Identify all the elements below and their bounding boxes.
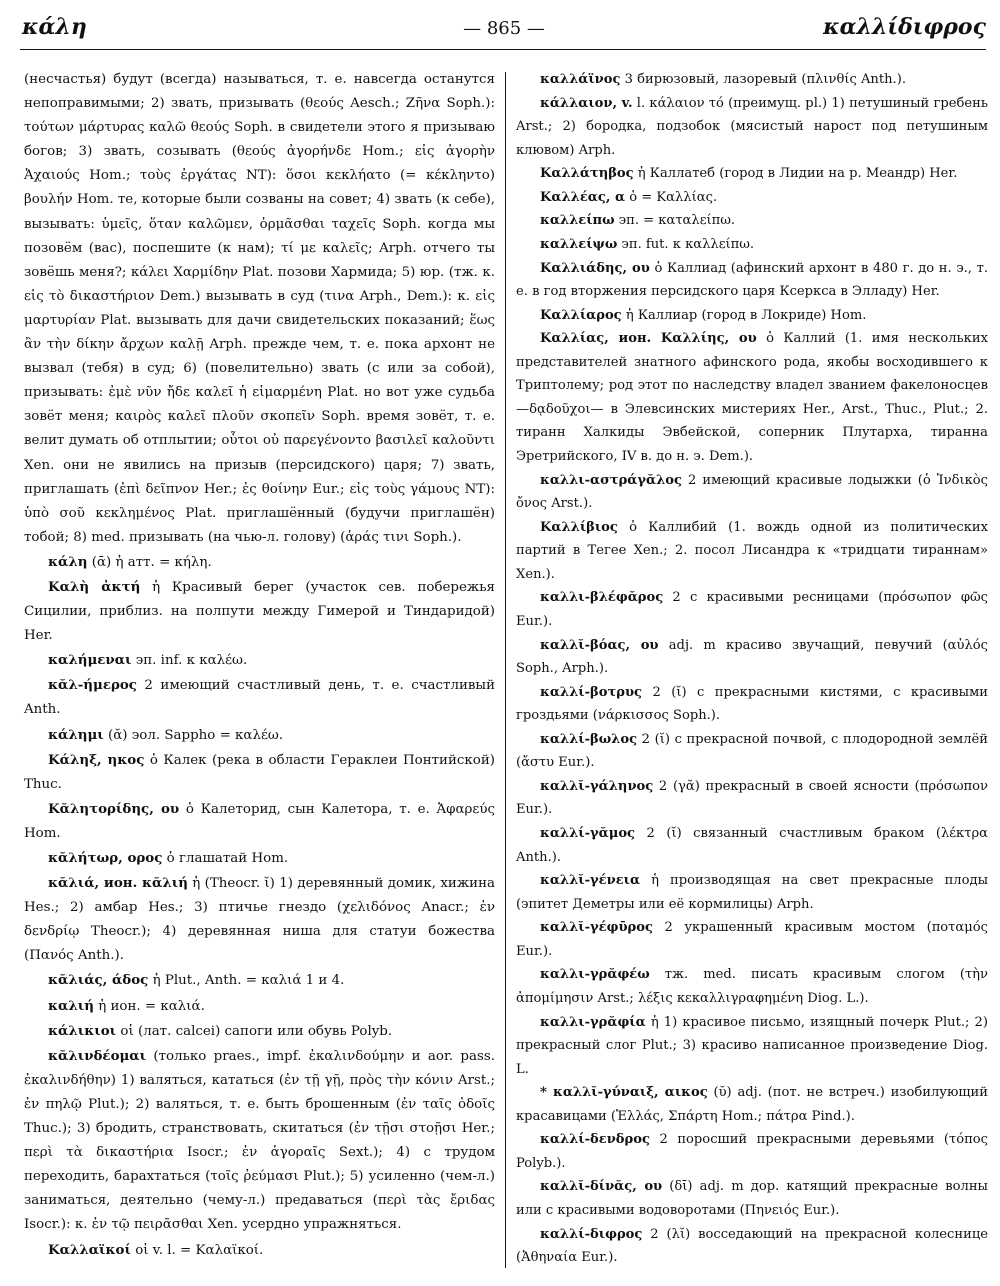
- dictionary-entry: κάλλαιον, v. l. κάλαιον τό (преимущ. pl.) 1) петушиный гребень Arst.; 2) бородка, подзобок (мясистый нарост под петушиным клювом) Arph.: [516, 95, 989, 158]
- headword: Κᾰλητορίδης, ου: [48, 800, 180, 817]
- dictionary-entry: Καλλίας, ион. Καλλίης, ου ὁ Каллий (1. имя нескольких представителей знатного афинского рода, якобы восходившего к Триптолему; род этот по наследству владел званием факелоносцев —δᾳδοῦχοι— в Элевсинских мистериях Her., Arst., Thuc., Plut.; 2. тиранн Халкиды Эвбейской, соперник Плутарха, тиранна Эретрийского, IV в. до н. э. Dem.).: [516, 331, 988, 464]
- headword: Καλλίβιος: [540, 519, 618, 535]
- header-rule: [20, 49, 986, 50]
- dictionary-entry: (несчастья) будут (всегда) называться, т. е. навсегда останутся непоправимыми; 2) звать, призывать (θεούς Aesch.; Ζῆνα Soph.): τούτων μάρτυρας καλῶ θεούς Soph. в свидетели этого я призываю богов; 3) звать, созывать (θεούς ἀγορήνδε Hom.; εἰς ἀγορὴν Ἀχαιούς Hom.; τοὺς ἐργάτας NT): ὅσοι κεκλήατο (= κέκληντο) βουλήν Hom. те, которые были созваны на совет; 4) звать (к себе), вызывать: ὑμεῖς, ὅταν καλῶμεν, ὁρμᾶσθαι ταχεῖς Soph. когда мы позовём (вас), поспешите (к нам); τί με καλεῖς; Arph. отчего ты зовёшь меня?; κάλει Χαρμίδην Plat. позови Хармида; 5) юр. (тж. κ. εἰς τὸ δικαστήριον Dem.) вызывать в суд (τινα Arph., Dem.): κ. εἰς μαρτυρίαν Plat. вызывать для дачи свидетельских показаний; ἕως ἂν τὴν δίκην ἄρχων καλῇ Arph. прежде чем, т. е. пока архонт не вызвал (тебя) в суд; 6) (повелительно) звать (с или за собой), призывать: ἐμὲ νῦν ἤδε καλεῖ ἡ εἱμαρμένη Plat. но вот уже судьба зовёт меня; καιρὸς καλεῖ πλοῦν σκοπεῖν Soph. время зовёт, т. е. велит думать об отплытии; οὗτοι οὐ παρεγένοντο βασιλεῖ καλοῦντι Xen. они не явились на призыв (персидского) царя; 7) звать, приглашать (ἐπὶ δεῖπνον Her.; ἐς θοίνην Eur.; εἰς τοὺς γάμους NT): ὑπὸ σοῦ κεκλημένος Plat. приглашённый (будучи приглашён) тобой; 8) med. призывать (на чью-л. голову) (ἀράς τινι Soph.).: [24, 72, 495, 545]
- headword: κᾰλήτωρ, ορος: [48, 850, 163, 866]
- headword: καλλῐ-γάληνος: [540, 778, 654, 794]
- page-header: [22, 12, 986, 48]
- headword: Καλὴ ἀκτή: [48, 578, 141, 595]
- dictionary-entry: καλλείψω эп. fut. к καλλείπω.: [540, 236, 755, 252]
- headword: κᾰλ-ήμερος: [48, 677, 137, 694]
- headword: Καλλαϊκοί: [48, 1241, 131, 1258]
- headword: καλλί-δενδρος: [540, 1132, 650, 1148]
- headword: καλλι-γρᾰφία: [540, 1014, 646, 1030]
- header-left-headword: κάλη: [22, 14, 87, 40]
- headword: καλλι-γρᾰφέω: [540, 967, 650, 983]
- dictionary-entry: καλλείπω эп. = καταλείπω.: [540, 213, 736, 229]
- headword: καλλί-βωλος: [540, 731, 638, 747]
- dictionary-entry: καλλί-βοτρυς 2 (ῐ) с прекрасными кистями, с красивыми гроздьями (νάρκισσος Soph.).: [516, 684, 988, 724]
- headword: καλλῐ-βόας, ου: [540, 637, 659, 653]
- headword: Καλλίας, ион. Καλλίης, ου: [540, 331, 757, 347]
- column-divider: [505, 72, 506, 1268]
- dictionary-entry: Καλλέας, α ὁ = Καλλίας.: [540, 189, 718, 205]
- headword: καλήμεναι: [48, 652, 132, 669]
- headword: κᾰλιά, ион. κᾰλιή: [48, 875, 188, 892]
- dictionary-entry: κᾰλήτωρ, ορος ὁ глашатай Hom.: [48, 850, 289, 866]
- headword: κᾰλιάς, άδος: [48, 972, 149, 989]
- dictionary-entry: καλλί-διφρος 2 (λῐ) восседающий на прекрасной колеснице (Ἀθηναία Eur.).: [516, 1226, 988, 1266]
- dictionary-entry: * καλλῐ-γύναιξ, αικος (ῠ) adj. (пот. не встреч.) изобилующий красавицами (Ἑλλάς, Σπάρτη Hom.; πάτρα Pind.).: [516, 1085, 988, 1124]
- dictionary-entry: κᾰλιάς, άδος ἡ Plut., Anth. = καλιά 1 и 4.: [48, 972, 345, 989]
- dictionary-entry: καλιή ἡ ион. = καλιά.: [48, 997, 205, 1014]
- dictionary-entry: Κᾰλητορίδης, ου ὁ Калеторид, сын Калетора, т. е. Ἀφαρεύς Hom.: [24, 800, 495, 841]
- page-number: — 865 —: [463, 18, 545, 39]
- headword: καλλι-αστράγᾰλος: [540, 472, 682, 488]
- dictionary-entry: Καλλιάδης, ου ὁ Каллиад (афинский архонт в 480 г. до н. э., т. е. в год вторжения персидского царя Ксеркса в Элладу) Her.: [516, 260, 988, 300]
- headword: καλλῐ-γένεια: [540, 873, 641, 889]
- headword: Καλλέας, α: [540, 189, 626, 205]
- headword: κᾰλινδέομαι: [48, 1047, 147, 1064]
- dictionary-entry: καλλί-δενδρος 2 поросший прекрасными деревьями (τόπος Polyb.).: [516, 1132, 988, 1171]
- left-column: [24, 68, 495, 1263]
- headword: καλλάϊνος: [540, 72, 621, 87]
- dictionary-entry: καλλῐ-γένεια ἡ производящая на свет прекрасные плоды (эпитет Деметры или её кормилицы) Arph.: [516, 873, 988, 912]
- headword: κάλημι: [48, 726, 104, 743]
- dictionary-entry: καλλι-γρᾰφία ἡ 1) красивое письмо, изящный почерк Plut.; 2) прекрасный слог Plut.; 3) красиво написанное произведение Diog. L.: [516, 1014, 988, 1077]
- dictionary-entry: κᾰλινδέομαι (только praes., impf. ἐκαλινδούμην и aor. pass. ἐκαλινδήθην) 1) валяться, кататься (ἐν τῇ γῇ, πρὸς τὴν κόνιν Arst.; ἐν πηλῷ Plut.); 2) валяться, т. е. быть брошенным (ἐν ταῖς ὁδοῖς Thuc.); 3) бродить, странствовать, скитаться (ἐν τῇσι στοῇσι Her.; περὶ τὰ δικαστήρια Isocr.; ἐν ἀγοραῖς Sext.); 4) с трудом переходить, барахтаться (τοῖς ῥεύμασι Plut.); 5) усиленно (чем-л.) заниматься, деятельно (чему-л.) предаваться (περὶ τὰς ἔριδας Isocr.): κ. ἐν τῷ πειρᾶσθαι Xen. усердно упражняться.: [24, 1047, 495, 1233]
- right-column: [516, 68, 988, 1270]
- headword: καλλῐ-γέφῡρος: [540, 920, 653, 936]
- dictionary-entry: καλλάϊνος 3 бирюзовый, лазоревый (πλινθίς Anth.).: [540, 72, 906, 87]
- headword: κάλλαιον, v.: [540, 95, 633, 111]
- dictionary-entry: κάλη (ᾱ) ἡ атт. = κήλη.: [48, 553, 212, 570]
- dictionary-entry: Καλλίβιος ὁ Каллибий (1. вождь одной из политических партий в Тегее Xen.; 2. посол Лисандра к «тридцати тираннам» Xen.).: [516, 519, 988, 582]
- dictionary-entry: Καλλάτηβος ἡ Каллатеб (город в Лидии на р. Меандр) Her.: [540, 166, 958, 182]
- headword: Καλλίαρος: [540, 307, 622, 323]
- headword: κάλικιοι: [48, 1022, 117, 1039]
- headword: κάλη: [48, 553, 88, 570]
- headword: Καλλάτηβος: [540, 166, 634, 182]
- dictionary-entry: καλλῐ-γάληνος 2 (γᾰ) прекрасный в своей ясности (πρόσωπον Eur.).: [516, 778, 988, 818]
- headword: καλλί-βοτρυς: [540, 684, 643, 700]
- header-right-headword: καλλίδιφρος: [823, 14, 986, 40]
- dictionary-entry: καλλῐ-βόας, ου adj. m красиво звучащий, певучий (αὐλός Soph., Arph.).: [516, 637, 989, 677]
- dictionary-entry: Καλλαϊκοί οἱ v. l. = Καλαϊκοί.: [48, 1241, 264, 1258]
- dictionary-entry: καλλῐ-δίνᾰς, ου (δῑ) adj. m дор. катящий прекрасные волны или с красивыми водоворотами (Πηνειός Eur.).: [516, 1179, 988, 1218]
- dictionary-entry: καλλῐ-γέφῡρος 2 украшенный красивым мостом (ποταμός Eur.).: [516, 920, 988, 959]
- dictionary-entry: κάλικιοι οἱ (лат. calcei) сапоги или обувь Polyb.: [48, 1022, 393, 1039]
- headword: καλλῐ-δίνᾰς, ου: [540, 1179, 663, 1195]
- headword: Κάληξ, ηκος: [48, 751, 145, 768]
- dictionary-entry: κᾰλιά, ион. κᾰλιή ἡ (Theocr. ῐ) 1) деревянный домик, хижина Hes.; 2) амбар Hes.; 3) птичье гнездо (χελιδόνος Anacr.; ἐν δενδρίῳ Theocr.); 4) деревянная ниша для статуи божества (Πανός Anth.).: [24, 875, 495, 964]
- dictionary-entry: καλήμεναι эп. inf. к καλέω.: [48, 652, 248, 669]
- dictionary-entry: Καλὴ ἀκτή ἡ Красивый берег (участок сев. побережья Сицилии, приблиз. на полпути между Гимерой и Тиндаридой) Her.: [24, 578, 495, 644]
- dictionary-entry: καλλι-αστράγᾰλος 2 имеющий красивые лодыжки (ὁ Ἰνδικὸς ὄνος Arst.).: [516, 472, 988, 512]
- dictionary-entry: Κάληξ, ηκος ὁ Калек (река в области Гераклеи Понтийской) Thuc.: [24, 751, 495, 792]
- headword: καλλί-διφρος: [540, 1226, 643, 1242]
- headword: καλλι-βλέφᾰρος: [540, 590, 664, 606]
- dictionary-entry: καλλι-γρᾰφέω тж. med. писать красивым слогом (τὴν ἀπομίμησιν Arst.; λέξις κεκαλλιγραφημένη Diog. L.).: [516, 967, 988, 1006]
- dictionary-entry: κάλημι (ᾰ) эол. Sappho = καλέω.: [48, 726, 284, 743]
- headword: καλλείπω: [540, 213, 615, 229]
- dictionary-entry: Καλλίαρος ἡ Каллиар (город в Локриде) Hom.: [540, 307, 867, 323]
- headword: Καλλιάδης, ου: [540, 260, 650, 276]
- headword: καλλείψω: [540, 236, 618, 252]
- headword: καλιή: [48, 997, 94, 1014]
- dictionary-entry: καλλί-γᾰμος 2 (ῐ) связанный счастливым браком (λέκτρα Anth.).: [516, 826, 988, 865]
- headword: * καλλῐ-γύναιξ, αικος: [540, 1085, 708, 1101]
- headword: καλλί-γᾰμος: [540, 826, 636, 841]
- dictionary-entry: κᾰλ-ήμερος 2 имеющий счастливый день, т. е. счастливый Anth.: [24, 677, 495, 718]
- dictionary-entry: καλλι-βλέφᾰρος 2 с красивыми ресницами (πρόσωπον φῶς Eur.).: [516, 590, 988, 629]
- dictionary-entry: καλλί-βωλος 2 (ῐ) с прекрасной почвой, с плодородной землёй (ἄστυ Eur.).: [516, 731, 988, 771]
